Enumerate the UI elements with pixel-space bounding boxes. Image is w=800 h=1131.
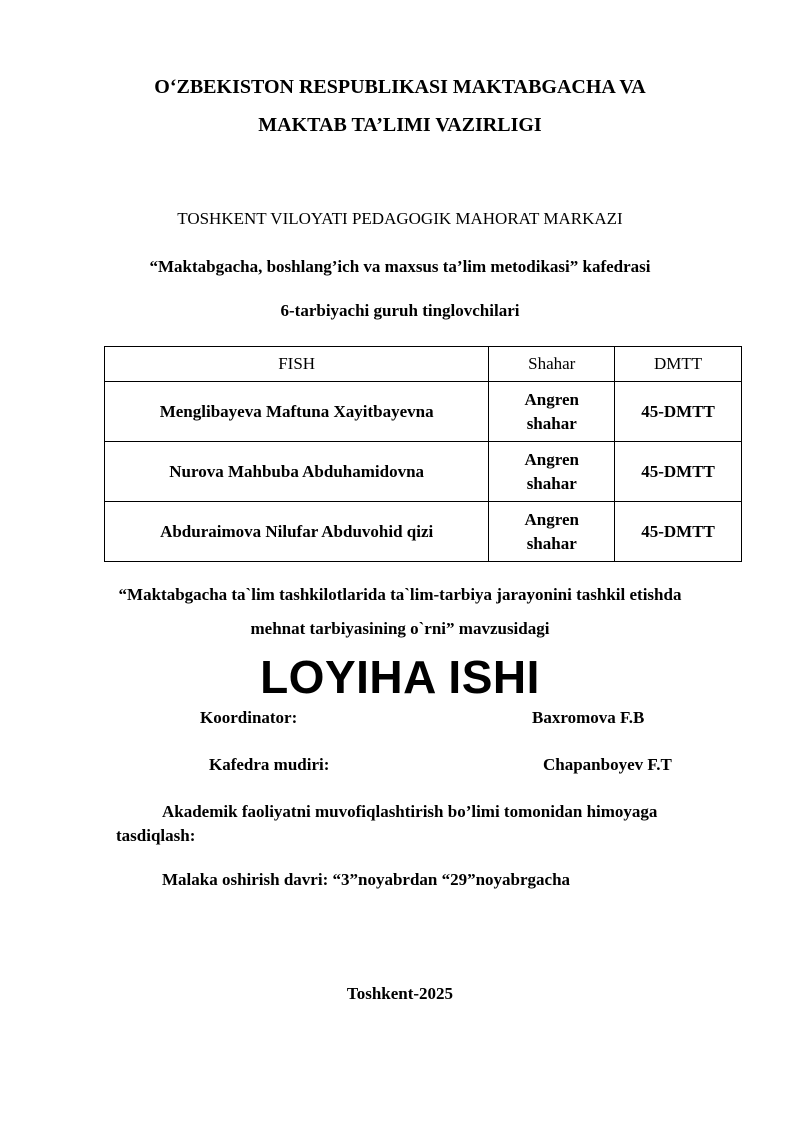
coordinator-name: Baxromova F.B [532, 708, 645, 727]
department-head-name: Chapanboyev F.T [543, 755, 672, 774]
participant-city: Angren shahar [489, 382, 615, 442]
topic-line-2: mehnat tarbiyasining o`rni” mavzusidagi [250, 619, 550, 638]
place-and-year: Toshkent-2025 [346, 984, 454, 1003]
center-name: TOSHKENT VILOYATI PEDAGOGIK MAHORAT MARKAZI [177, 209, 623, 228]
department-head-label: Kafedra mudiri: [209, 755, 330, 774]
column-header-fish: FISH [105, 347, 489, 382]
coordinator-label: Koordinator: [200, 708, 298, 727]
participant-name: Abduraimova Nilufar Abduvohid qizi [105, 502, 489, 562]
column-header-dmtt: DMTT [615, 347, 742, 382]
topic-line-1: “Maktabgacha ta`lim tashkilotlarida ta`lim-tarbiya jarayonini tashkil etishda [118, 585, 682, 604]
column-header-shahar: Shahar [489, 347, 615, 382]
participants-table [104, 346, 742, 562]
participant-name: Menglibayeva Maftuna Xayitbayevna [105, 382, 489, 442]
table-row [105, 502, 742, 562]
group-name: 6-tarbiyachi guruh tinglovchilari [280, 301, 520, 320]
document-title: LOYIHA ISHI [260, 651, 540, 703]
participant-city: Angren shahar [489, 502, 615, 562]
participant-org: 45-DMTT [615, 382, 742, 442]
table-header-row [105, 347, 742, 382]
department-name: “Maktabgacha, boshlang’ich va maxsus ta’lim metodikasi” kafedrasi [149, 257, 651, 276]
table-row [105, 382, 742, 442]
table-row [105, 442, 742, 502]
approval-text: Akademik faoliyatni muvofiqlashtirish bo’limi tomonidan himoyaga tasdiqlash: [116, 802, 658, 845]
ministry-title-line-2: MAKTAB TA’LIMI VAZIRLIGI [258, 114, 542, 136]
participant-name: Nurova Mahbuba Abduhamidovna [105, 442, 489, 502]
participant-city: Angren shahar [489, 442, 615, 502]
ministry-title-line-1: O‘ZBEKISTON RESPUBLIKASI MAKTABGACHA VA [154, 76, 646, 98]
participant-org: 45-DMTT [615, 502, 742, 562]
participant-org: 45-DMTT [615, 442, 742, 502]
training-period: Malaka oshirish davri: “3”noyabrdan “29”noyabrgacha [162, 870, 571, 889]
